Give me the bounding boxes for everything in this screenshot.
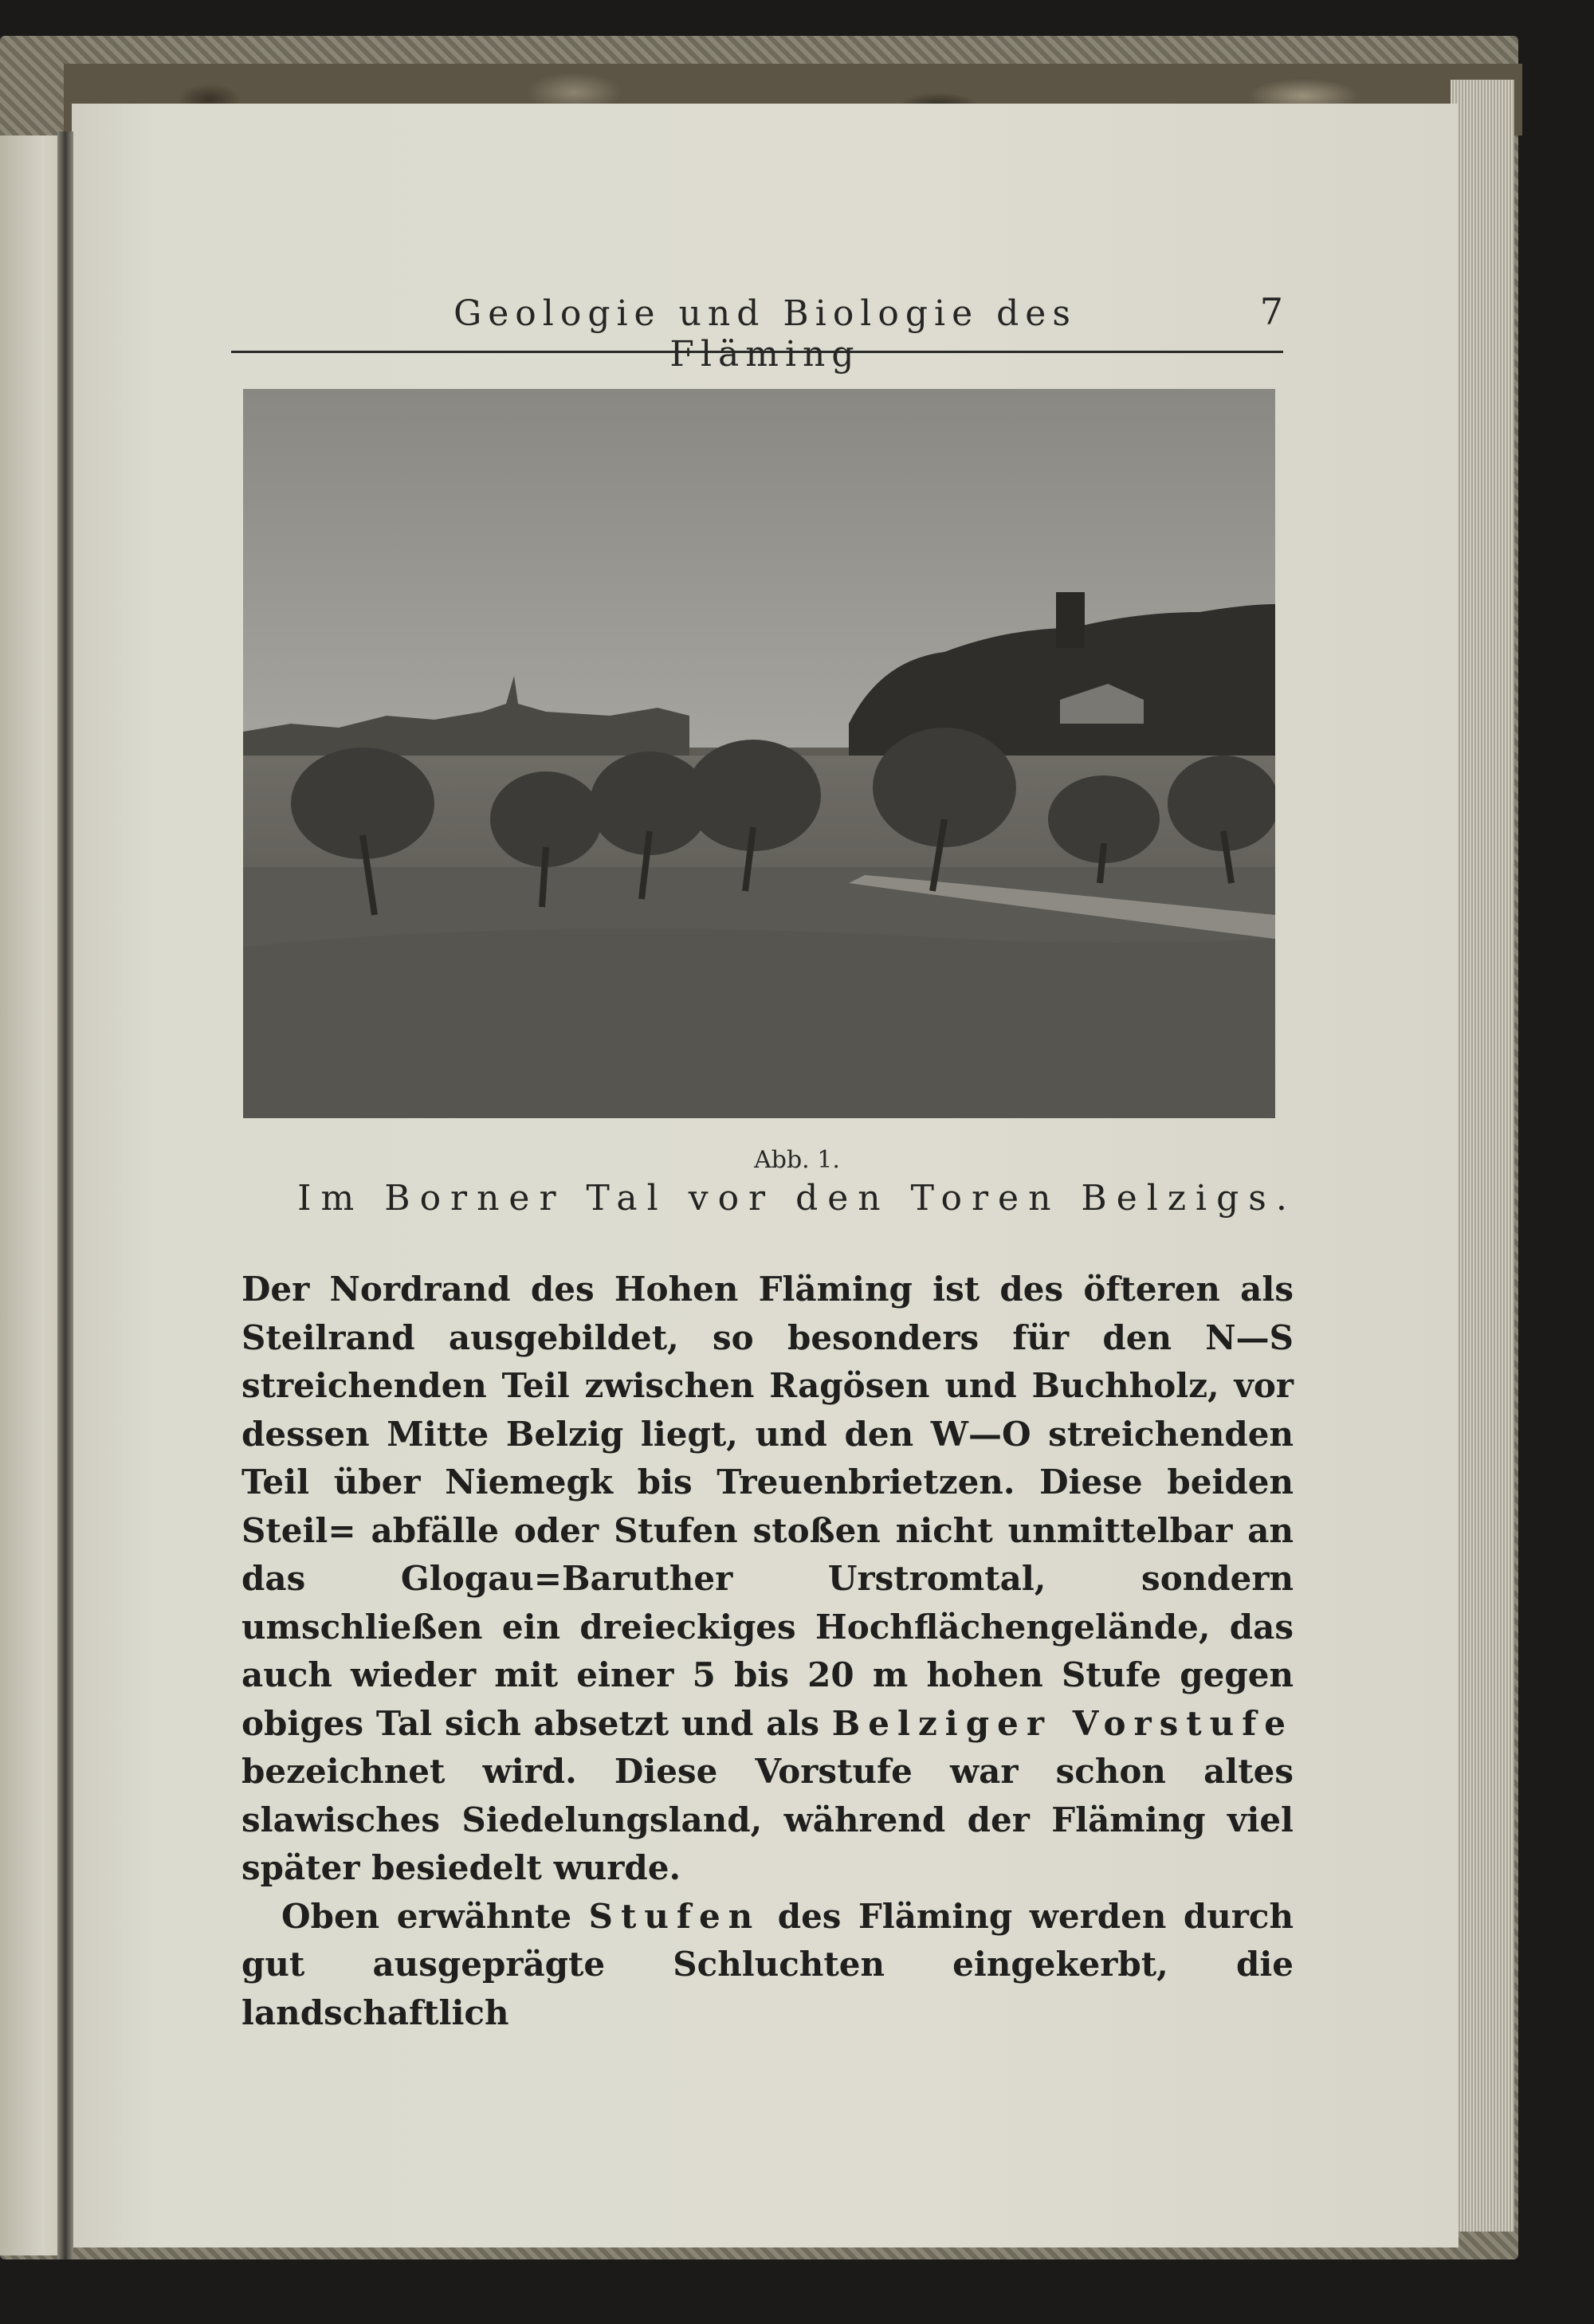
page-number: 7 [1259,290,1283,333]
text-line: 5 bis 20 m hohen Stufe gegen obiges Tal sich absetzt und [241,1655,1294,1743]
figure-label: Abb. 1. [754,1146,840,1174]
text-line: Der Nordrand des Hohen Fläming ist des öfteren als [241,1270,1294,1309]
spaced-term: Belziger Vorstufe [831,1703,1294,1743]
paragraph-1 [241,1266,1294,1893]
text-line: streichenden Teil zwischen Ragösen und Buchholz, vor [241,1366,1294,1405]
paragraph-2 [241,1893,1294,2038]
text-fragment: des Fläming werden durch [760,1896,1294,1936]
text-line: Fläming viel später besiedelt wurde. [241,1800,1294,1887]
spaced-term: Stufen [588,1896,761,1936]
landscape-photo [243,389,1275,1118]
body-text [241,1266,1294,2037]
running-head [231,279,1283,375]
text-line: gut ausgeprägte Schluchten eingekerbt, die landschaftlich [241,1945,1294,2032]
text-line: war schon altes slawisches Siedelungsland, während der [241,1752,1294,1839]
text-fragment: bezeichnet wird. Diese Vorstufe [241,1752,913,1791]
figure-caption: Im Borner Tal vor den Toren Belzigs. [297,1178,1297,1219]
text-fragment: als [766,1703,832,1743]
text-line: dreieckiges Hochflächengelände, das auch wieder mit einer [241,1607,1294,1694]
text-fragment: Oben erwähnte [281,1896,589,1936]
running-title: Geologie und Biologie des Fläming [453,293,1077,375]
photo-illustration [243,389,1275,1118]
text-line: Teil über Niemegk bis Treuenbrietzen. Diese beiden Steil= [241,1462,1294,1550]
text-line: Steilrand ausgebildet, so besonders für den N—S [241,1317,1294,1357]
text-line: dessen Mitte Belzig liegt, und den W—O streichenden [241,1414,1294,1454]
text-line: abfälle oder Stufen stoßen nicht unmittelbar an das [241,1510,1294,1598]
text-line: Glogau=Baruther Urstromtal, sondern umschließen ein [241,1559,1294,1647]
